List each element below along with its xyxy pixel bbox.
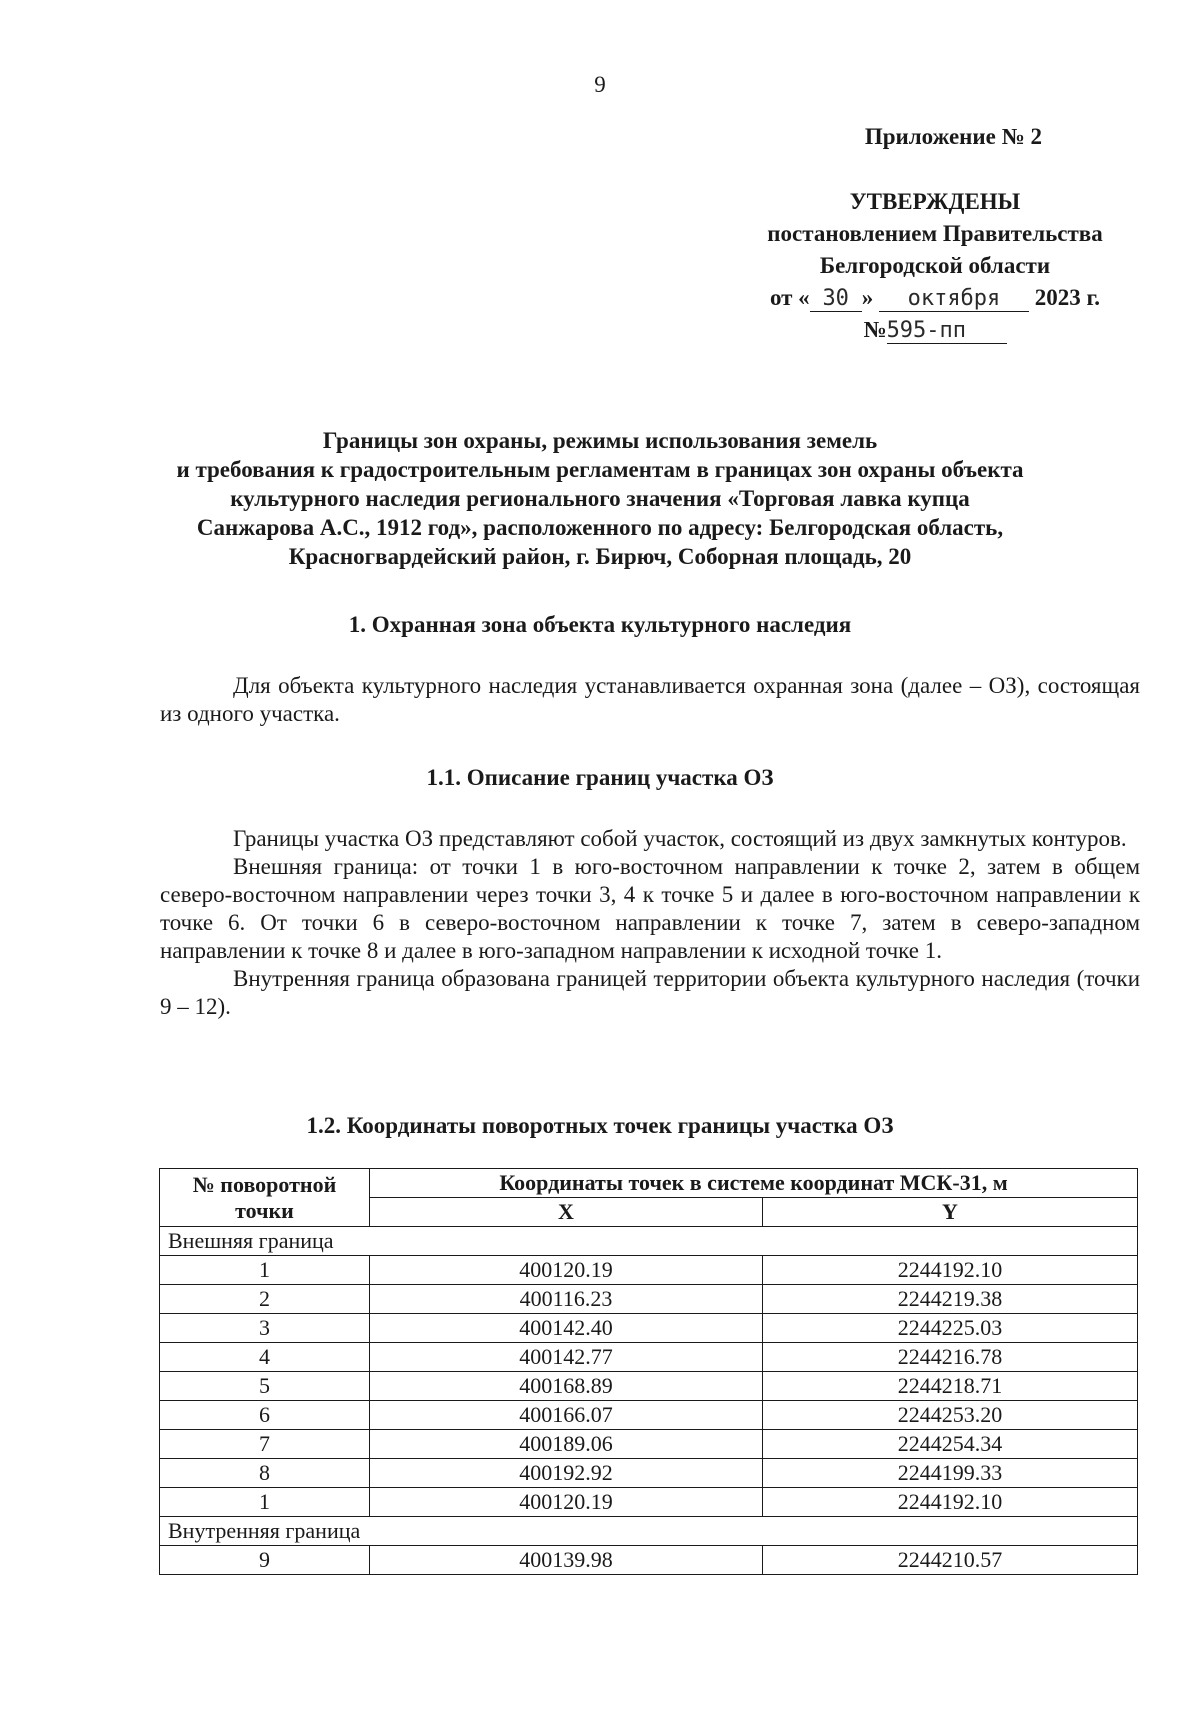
coord-x: 400120.19 [370, 1488, 763, 1517]
title-line: Красногвардейский район, г. Бирюч, Соборная площадь, 20 [288, 544, 912, 569]
appendix-label: Приложение № 2 [864, 124, 1042, 149]
point-number: 1 [160, 1256, 370, 1285]
date-day: 30 [810, 287, 862, 312]
coord-y: 2244192.10 [763, 1256, 1138, 1285]
coord-x: 400189.06 [370, 1430, 763, 1459]
coord-x: 400139.98 [370, 1546, 763, 1575]
approval-line-2: Белгородской области [819, 253, 1051, 278]
approval-line-1: постановлением Правительства [767, 221, 1103, 246]
date-prefix: от « [769, 285, 810, 310]
section-1-1-text [160, 825, 1140, 1021]
approval-date [700, 282, 1170, 314]
table-row [160, 1401, 1138, 1430]
table-row [160, 1256, 1138, 1285]
coord-x: 400116.23 [370, 1285, 763, 1314]
table-row [160, 1546, 1138, 1575]
table-row [160, 1459, 1138, 1488]
coord-y: 2244210.57 [763, 1546, 1138, 1575]
page-number: 9 [594, 72, 606, 97]
inner-boundary-label: Внутренняя граница [160, 1517, 1138, 1546]
document-title [120, 426, 1080, 571]
approval-block [700, 186, 1170, 346]
coord-x: 400192.92 [370, 1459, 763, 1488]
title-line: Границы зон охраны, режимы использования земель [322, 428, 878, 453]
point-number: 7 [160, 1430, 370, 1459]
paragraph: Внешняя граница: от точки 1 в юго-восточном направлении к точке 2, затем в общем северо-восточном направлении через точки 3, 4 к точке 5 и далее в юго-восточном направлении к точке 6. От точки 6 в северо-восточном направлении к точке 7, затем в северо-западном направлении к точке 8 и далее в юго-западном направлении к исходной точке 1. [160, 854, 1140, 963]
coord-x: 400168.89 [370, 1372, 763, 1401]
point-number: 9 [160, 1546, 370, 1575]
point-number: 6 [160, 1401, 370, 1430]
coord-y: 2244216.78 [763, 1343, 1138, 1372]
header-coordinates: Координаты точек в системе координат МСК-31, м [370, 1169, 1138, 1198]
coord-y: 2244225.03 [763, 1314, 1138, 1343]
header-x: X [370, 1198, 763, 1227]
title-line: и требования к градостроительным регламентам в границах зон охраны объекта [176, 457, 1024, 482]
table-row [160, 1285, 1138, 1314]
section-1-heading: 1. Охранная зона объекта культурного наследия [348, 612, 852, 637]
header-point-number: № поворотной точки [160, 1169, 370, 1227]
coord-x: 400142.77 [370, 1343, 763, 1372]
date-mid: » [861, 285, 874, 310]
point-number: 1 [160, 1488, 370, 1517]
header-y: Y [763, 1198, 1138, 1227]
paragraph: Границы участка ОЗ представляют собой участок, состоящий из двух замкнутых контуров. [233, 826, 1127, 851]
date-year: 2023 г. [1034, 285, 1101, 310]
approved-heading: УТВЕРЖДЕНЫ [849, 189, 1021, 214]
coord-y: 2244199.33 [763, 1459, 1138, 1488]
coord-x: 400142.40 [370, 1314, 763, 1343]
point-number: 2 [160, 1285, 370, 1314]
date-month: октября [879, 287, 1029, 312]
point-number: 3 [160, 1314, 370, 1343]
group-row [160, 1517, 1138, 1546]
section-1-1-heading: 1.1. Описание границ участка ОЗ [426, 765, 774, 790]
section-1-text [160, 672, 1140, 728]
document-number: 595-пп [887, 319, 1007, 344]
coord-x: 400120.19 [370, 1256, 763, 1285]
table-row [160, 1314, 1138, 1343]
coord-x: 400166.07 [370, 1401, 763, 1430]
number-prefix: № [863, 317, 887, 342]
coord-y: 2244254.34 [763, 1430, 1138, 1459]
coord-y: 2244192.10 [763, 1488, 1138, 1517]
table-row [160, 1488, 1138, 1517]
coord-y: 2244218.71 [763, 1372, 1138, 1401]
point-number: 4 [160, 1343, 370, 1372]
outer-boundary-label: Внешняя граница [160, 1227, 1138, 1256]
table-row [160, 1372, 1138, 1401]
title-line: культурного наследия регионального значения «Торговая лавка купца [230, 486, 970, 511]
table-row [160, 1430, 1138, 1459]
table-header-row [160, 1169, 1138, 1198]
section-1-2-heading: 1.2. Координаты поворотных точек границы участка ОЗ [306, 1113, 894, 1138]
approval-number [700, 314, 1170, 346]
coord-y: 2244253.20 [763, 1401, 1138, 1430]
point-number: 5 [160, 1372, 370, 1401]
table-row [160, 1343, 1138, 1372]
title-line: Санжарова А.С., 1912 год», расположенного по адресу: Белгородская область, [196, 515, 1004, 540]
coordinates-table [159, 1168, 1138, 1575]
point-number: 8 [160, 1459, 370, 1488]
coord-y: 2244219.38 [763, 1285, 1138, 1314]
group-row [160, 1227, 1138, 1256]
paragraph: Для объекта культурного наследия устанавливается охранная зона (далее – ОЗ), состоящая из одного участка. [160, 673, 1140, 726]
paragraph: Внутренняя граница образована границей территории объекта культурного наследия (точки 9 – 12). [160, 966, 1140, 1019]
